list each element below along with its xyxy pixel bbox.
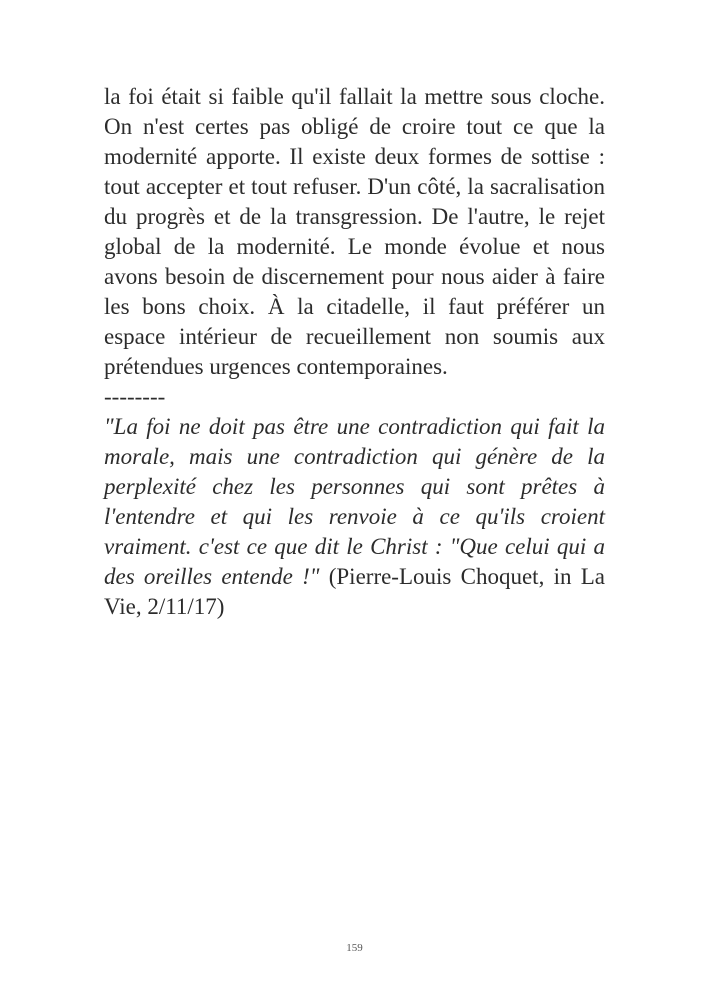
body-paragraph: la foi était si faible qu'il fallait la mettre sous cloche. On n'est certes pas obligé de croire tout ce que la modernité apporte. Il existe deux formes de sottise : tout accepter et tout refuser. D'un côté, la sacralisation du progrès et de la transgression. De l'autre, le rejet global de la modernité. Le monde évolue et nous avons besoin de discernement pour nous aider à faire les bons choix. À la citadelle, il faut préférer un espace intérieur de recueillement non soumis aux prétendues urgences contemporaines. (104, 84, 605, 379)
quote-paragraph (104, 412, 605, 622)
separator-line: -------- (104, 384, 166, 409)
quote-text: "La foi ne doit pas être une contradiction qui fait la morale, mais une contradiction qui génère de la perplexité chez les personnes qui sont prêtes à l'entendre et qui les renvoie à ce qu'ils croient vraiment. c'est ce que dit le Christ : "Que celui qui a des oreilles entende !" (104, 414, 605, 589)
page-number: 159 (346, 942, 363, 954)
body-text (104, 82, 605, 622)
quote-attribution: (Pierre-Louis Choquet, in La Vie, 2/11/17) (104, 564, 606, 619)
